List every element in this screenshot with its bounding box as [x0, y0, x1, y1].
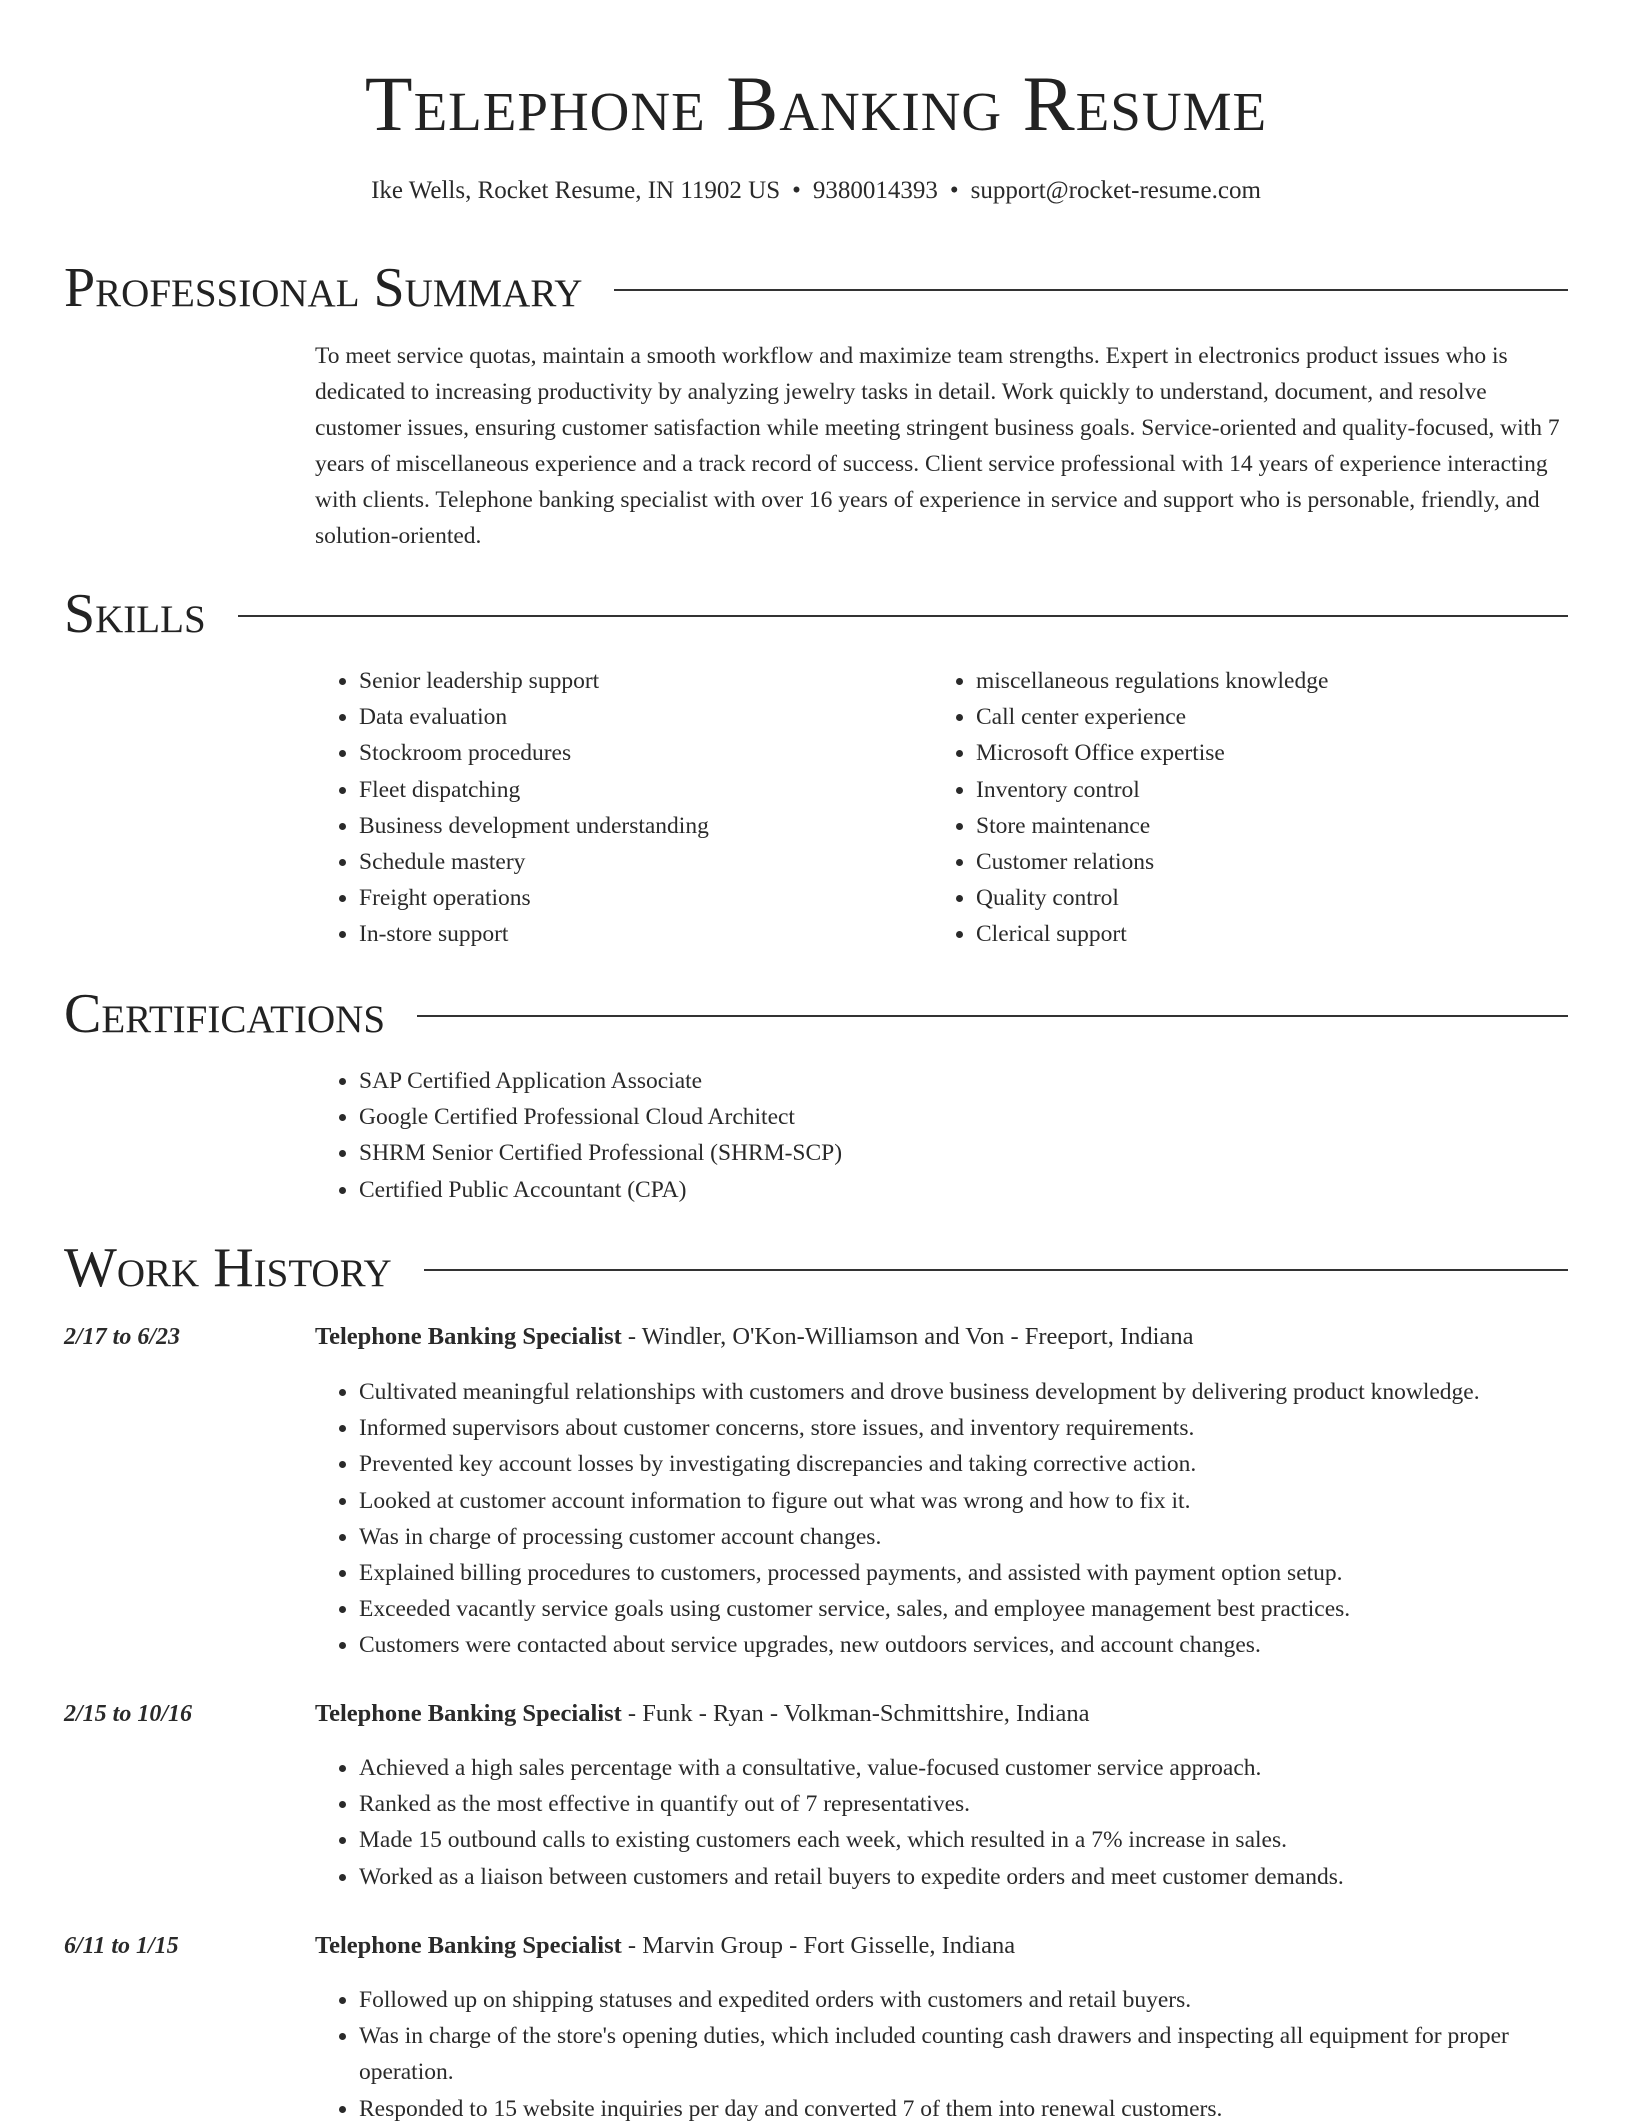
- job-dates: 6/11 to 1/15: [64, 1933, 179, 1959]
- skill-item: • Senior leadership support: [359, 663, 875, 699]
- section-divider: [238, 615, 1568, 617]
- contact-line: [0, 176, 1632, 206]
- job-bullet: • Prevented key account losses by investigating discrepancies and taking corrective action.: [359, 1446, 1570, 1482]
- skill-item: • Store maintenance: [976, 808, 1492, 844]
- section-divider: [614, 289, 1568, 291]
- skill-item: • Microsoft Office expertise: [976, 735, 1492, 771]
- certifications-block: [315, 1063, 1515, 1208]
- section-certifications-title: Certifications: [64, 983, 386, 1045]
- job-bullet: • Achieved a high sales percentage with a consultative, value-focused customer service approach.: [359, 1750, 1570, 1786]
- job-bullet: • Cultivated meaningful relationships with customers and drove business development by delivering product knowledge.: [359, 1374, 1570, 1410]
- section-summary-header: [64, 256, 1568, 320]
- skill-item: • Business development understanding: [359, 808, 875, 844]
- job-header: [315, 1322, 1570, 1352]
- job-bullet: • Made 15 outbound calls to existing customers each week, which resulted in a 7% increase in sales.: [359, 1822, 1570, 1858]
- job-employer: - Windler, O'Kon-Williamson and Von - Freeport, Indiana: [621, 1323, 1194, 1350]
- skill-item: • Data evaluation: [359, 699, 875, 735]
- job-bullet: • Followed up on shipping statuses and expedited orders with customers and retail buyers.: [359, 1982, 1570, 2018]
- section-divider: [417, 1015, 1568, 1017]
- resume-title: Telephone Banking Resume: [364, 60, 1268, 147]
- section-skills-title: Skills: [64, 583, 206, 645]
- job-bullet: • Ranked as the most effective in quantify out of 7 representatives.: [359, 1786, 1570, 1822]
- job-bullet: • Exceeded vacantly service goals using customer service, sales, and employee management best practices.: [359, 1591, 1570, 1627]
- certification-item: • SAP Certified Application Associate: [359, 1063, 1515, 1099]
- job-employer: - Marvin Group - Fort Gisselle, Indiana: [621, 1932, 1016, 1959]
- contact-email[interactable]: support@rocket-resume.com: [970, 177, 1261, 204]
- job-duties: [315, 1750, 1570, 1895]
- skill-item: • Call center experience: [976, 699, 1492, 735]
- section-work-history-header: [64, 1236, 1568, 1300]
- job-employer: - Funk - Ryan - Volkman-Schmittshire, Indiana: [621, 1700, 1090, 1727]
- contact-separator: •: [792, 177, 801, 204]
- skill-item: • Schedule mastery: [359, 844, 875, 880]
- skill-item: • Fleet dispatching: [359, 772, 875, 808]
- contact-phone: 9380014393: [812, 177, 938, 204]
- job-bullet: • Customers were contacted about service upgrades, new outdoors services, and account changes.: [359, 1627, 1570, 1663]
- job-header: [315, 1699, 1570, 1729]
- section-summary-title: Professional Summary: [64, 257, 583, 319]
- section-skills-header: [64, 582, 1568, 646]
- certification-item: • Certified Public Accountant (CPA): [359, 1172, 1515, 1208]
- skill-item: • miscellaneous regulations knowledge: [976, 663, 1492, 699]
- skill-item: • Freight operations: [359, 880, 875, 916]
- job-bullet-list: [315, 1750, 1570, 1895]
- skill-item: • Customer relations: [976, 844, 1492, 880]
- job-bullet: • Was in charge of the store's opening duties, which included counting cash drawers and inspecting all equipment for proper operation.: [359, 2018, 1570, 2090]
- job-bullet: • Informed supervisors about customer concerns, store issues, and inventory requirements.: [359, 1410, 1570, 1446]
- skill-item: • Clerical support: [976, 916, 1492, 952]
- job-header: [315, 1931, 1570, 1961]
- skills-column-left: [315, 663, 875, 953]
- certification-item: • Google Certified Professional Cloud Architect: [359, 1099, 1515, 1135]
- skill-item: • In-store support: [359, 916, 875, 952]
- certification-item: • SHRM Senior Certified Professional (SHRM-SCP): [359, 1135, 1515, 1171]
- skills-list-right: [932, 663, 1492, 953]
- job-role: Telephone Banking Specialist: [315, 1932, 622, 1959]
- job-bullet-list: [315, 1374, 1570, 1664]
- skills-list-left: [315, 663, 875, 953]
- section-certifications-header: [64, 982, 1568, 1046]
- job-bullet: • Looked at customer account information to figure out what was wrong and how to fix it.: [359, 1483, 1570, 1519]
- job-bullet-list: [315, 1982, 1570, 2127]
- skill-item: • Quality control: [976, 880, 1492, 916]
- job-dates: 2/15 to 10/16: [64, 1701, 193, 1727]
- job-duties: [315, 1982, 1570, 2127]
- section-divider: [424, 1269, 1568, 1271]
- skill-item: • Stockroom procedures: [359, 735, 875, 771]
- contact-address: Ike Wells, Rocket Resume, IN 11902 US: [371, 177, 781, 204]
- job-bullet: • Worked as a liaison between customers and retail buyers to expedite orders and meet customer demands.: [359, 1859, 1570, 1895]
- job-role: Telephone Banking Specialist: [315, 1323, 622, 1350]
- job-dates: 2/17 to 6/23: [64, 1324, 181, 1350]
- summary-text: To meet service quotas, maintain a smooth workflow and maximize team strengths. Expert in electronics product issues who is dedicated to increasing productivity by analyzing jewelry tasks in detail. Work quickly to understand, document, and resolve customer issues, ensuring customer satisfaction while meeting stringent business goals. Service-oriented and quality-focused, with 7 years of miscellaneous experience and a track record of success. Client service professional with 14 years of experience interacting with clients. Telephone banking specialist with over 16 years of experience in service and support who is personable, friendly, and solution-oriented.: [315, 343, 1560, 549]
- certifications-list: [315, 1063, 1515, 1208]
- job-bullet: • Responded to 15 website inquiries per day and converted 7 of them into renewal customers.: [359, 2091, 1570, 2127]
- job-bullet: • Was in charge of processing customer account changes.: [359, 1519, 1570, 1555]
- job-role: Telephone Banking Specialist: [315, 1700, 622, 1727]
- job-bullet: • Explained billing procedures to customers, processed payments, and assisted with payment option setup.: [359, 1555, 1570, 1591]
- skill-item: • Inventory control: [976, 772, 1492, 808]
- job-duties: [315, 1374, 1570, 1664]
- section-work-history-title: Work History: [64, 1237, 392, 1299]
- contact-separator: •: [949, 177, 959, 204]
- skills-column-right: [932, 663, 1492, 953]
